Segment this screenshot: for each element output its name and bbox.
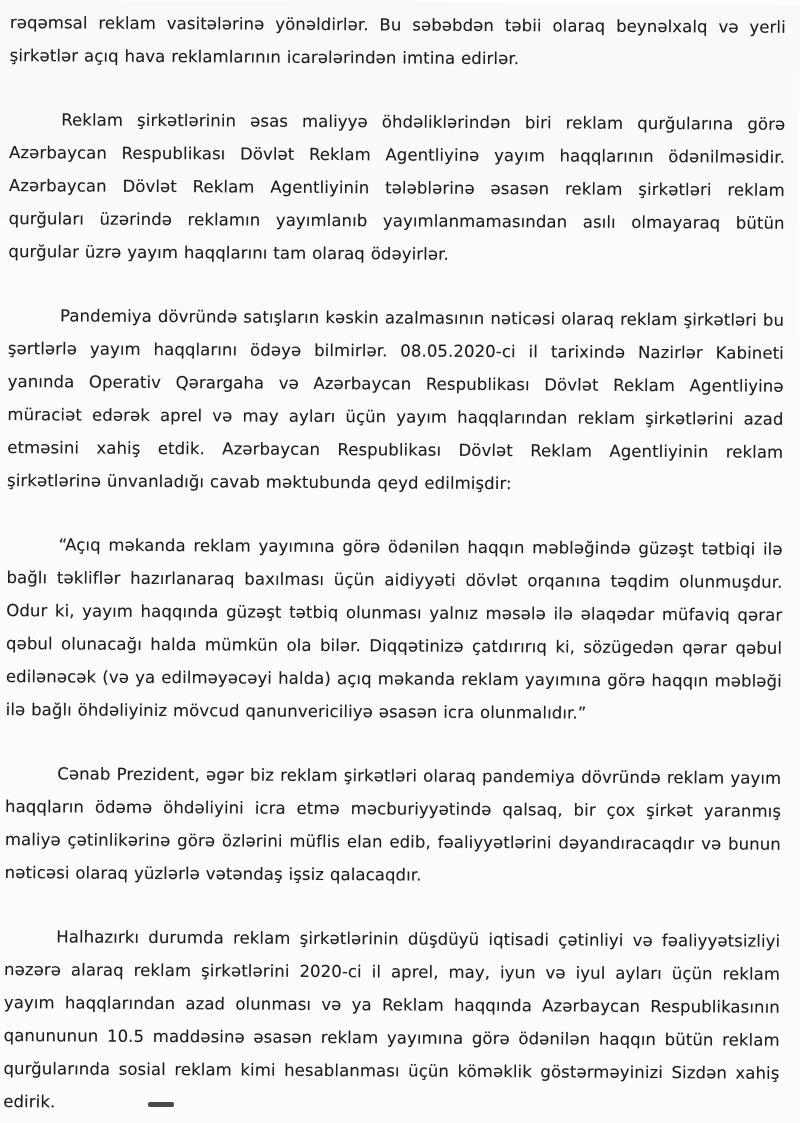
paragraph-continuation-digital-ads: rəqəmsal reklam vasitələrinə yönəldirlər. Bu səbəbdən təbii olaraq beynəlxalq və yerli şirkətlər açıq hava reklamlarının icarələrindən imtina edirlər. — [10, 6, 786, 77]
paragraph-agency-reply-quote: “Açıq məkanda reklam yayımına görə ödənilən haqqın məbləğində güzəşt tətbiqi ilə bağlı təkliflər hazırlanaraq baxılması üçün aidiyyəti dövlət orqanına təqdim olunmuşdur. Odur ki, yayım haqqında güzəşt tətbiq olunması yalnız məsələ ilə əlaqədar müfaviq qərar qəbul olunacağı halda mümkün ola bilər. Diqqətinizə çatdırırıq ki, sözügedən qərar qəbul edilənəcək (və ya edilməyəcəyi halda) açıq məkanda reklam yayımına görə haqqın məbləği ilə bağlı öhdəliyiniz mövcud qanunvericiliyə əsasən icra olunmalıdır.” — [6, 528, 783, 731]
paragraph-final-request: Halhazırkı durumda reklam şirkətlərinin düşdüyü iqtisadi çətinliyi və fəaliyyətsizliyi nəzərə alaraq reklam şirkətlərini 2020-ci il aprel, may, iyun və iyul ayları üçün reklam yayım haqqlarından azad olunması və ya Reklam haqqında Azərbaycan Respublikasının qanununun 10.5 maddəsinə əsasən reklam yayımına görə ödənilən haqqın bütün reklam qurğularında sosial reklam kimi hesablanması üçün köməklik göstərməyinizi Sizdən xahiş edirik. — [3, 920, 780, 1123]
paragraph-president-appeal: Cənab Prezident, əgər biz reklam şirkətləri olaraq pandemiya dövründə reklam yayım haqqların ödəmə öhdəliyini icra etmə məcburiyyətində qalsaq, bir çox şirkət yaranmış maliyə çətinlikərinə görə özlərini müflis elan edib, fəaliyyətlərini dəyandıracaqdır və bunun nəticəsi olaraq yüzlərlə vətəndaş işsiz qalacaqdır. — [5, 757, 782, 894]
scan-artifact-mark — [148, 1102, 174, 1107]
paragraph-financial-obligations: Reklam şirkətlərinin əsas maliyyə öhdəliklərindən biri reklam qurğularına görə Azərbaycan Respublikası Dövlət Reklam Agentliyinə yayım haqqlarının ödənilməsidir. Azərbaycan Dövlət Reklam Agentliyinin tələblərinə əsasən reklam şirkətləri reklam qurğuları üzərində reklamın yayımlanıb yayımlanmamasından asılı olmayaraq bütün qurğular üzrə yayım haqqlarını tam olaraq ödəyirlər. — [8, 103, 785, 273]
paragraph-pandemic-request: Pandemiya dövründə satışların kəskin azalmasının nəticəsi olaraq reklam şirkətləri bu şərtlərlə yayım haqqlarını ödəyə bilmirlər. 08.05.2020-ci il tarixində Nazirlər Kabineti yanında Operativ Qərargaha və Azərbaycan Respublikası Dövlət Reklam Agentliyinə müraciət edərək aprel və may ayları üçün yayım haqqlarından reklam şirkətlərini azad etməsini xahiş etdik. Azərbaycan Respublikası Dövlət Reklam Agentliyinin reklam şirkətlərinə ünvanladığı cavab məktubunda qeyd edilmişdir: — [7, 299, 784, 502]
